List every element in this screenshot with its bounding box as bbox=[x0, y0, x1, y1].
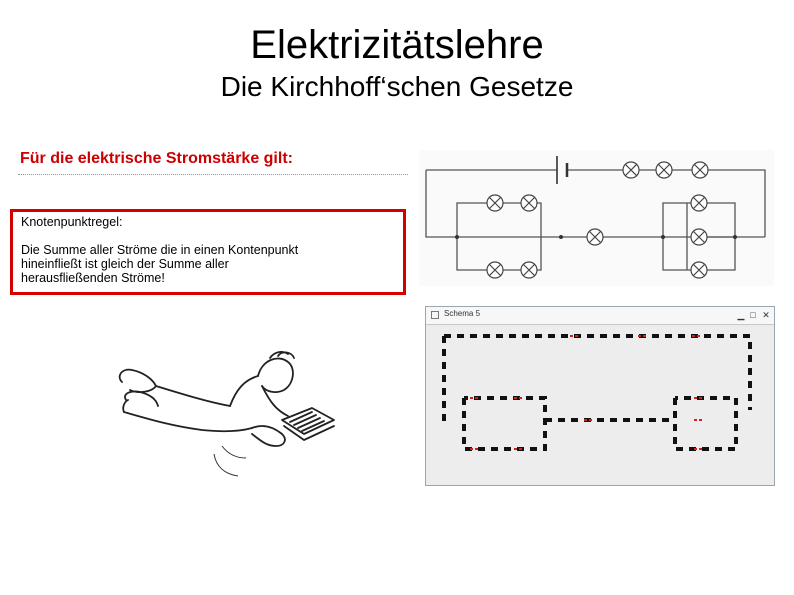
current-heading: Für die elektrische Stromstärke gilt: bbox=[20, 150, 293, 167]
rule-line-2: hineinfließt ist gleich der Summe aller bbox=[21, 257, 229, 271]
close-icon[interactable]: ✕ bbox=[762, 310, 770, 320]
rule-name: Knotenpunktregel: bbox=[21, 215, 123, 229]
window-menu-icon[interactable] bbox=[431, 311, 439, 319]
student-reading-icon bbox=[112, 350, 337, 480]
rule-line-1: Die Summe aller Ströme die in einen Kontenpunkt bbox=[21, 243, 299, 257]
simulator-canvas[interactable] bbox=[430, 328, 770, 482]
heading-divider bbox=[18, 174, 408, 175]
page-subtitle: Die Kirchhoff‘schen Gesetze bbox=[220, 71, 574, 102]
rule-line-3: herausfließenden Ströme! bbox=[21, 271, 165, 285]
battery-icon bbox=[557, 156, 567, 184]
junction-rule-box bbox=[10, 209, 406, 295]
lamp-icon bbox=[487, 162, 708, 278]
circuit-diagram bbox=[419, 150, 774, 286]
simulator-titlebar[interactable] bbox=[426, 307, 774, 325]
simulator-window bbox=[425, 306, 775, 486]
maximize-icon[interactable]: □ bbox=[750, 310, 756, 320]
simulator-title: Schema 5 bbox=[444, 309, 481, 318]
page-title: Elektrizitätslehre bbox=[250, 23, 544, 67]
minimize-icon[interactable]: ▁ bbox=[737, 310, 745, 320]
